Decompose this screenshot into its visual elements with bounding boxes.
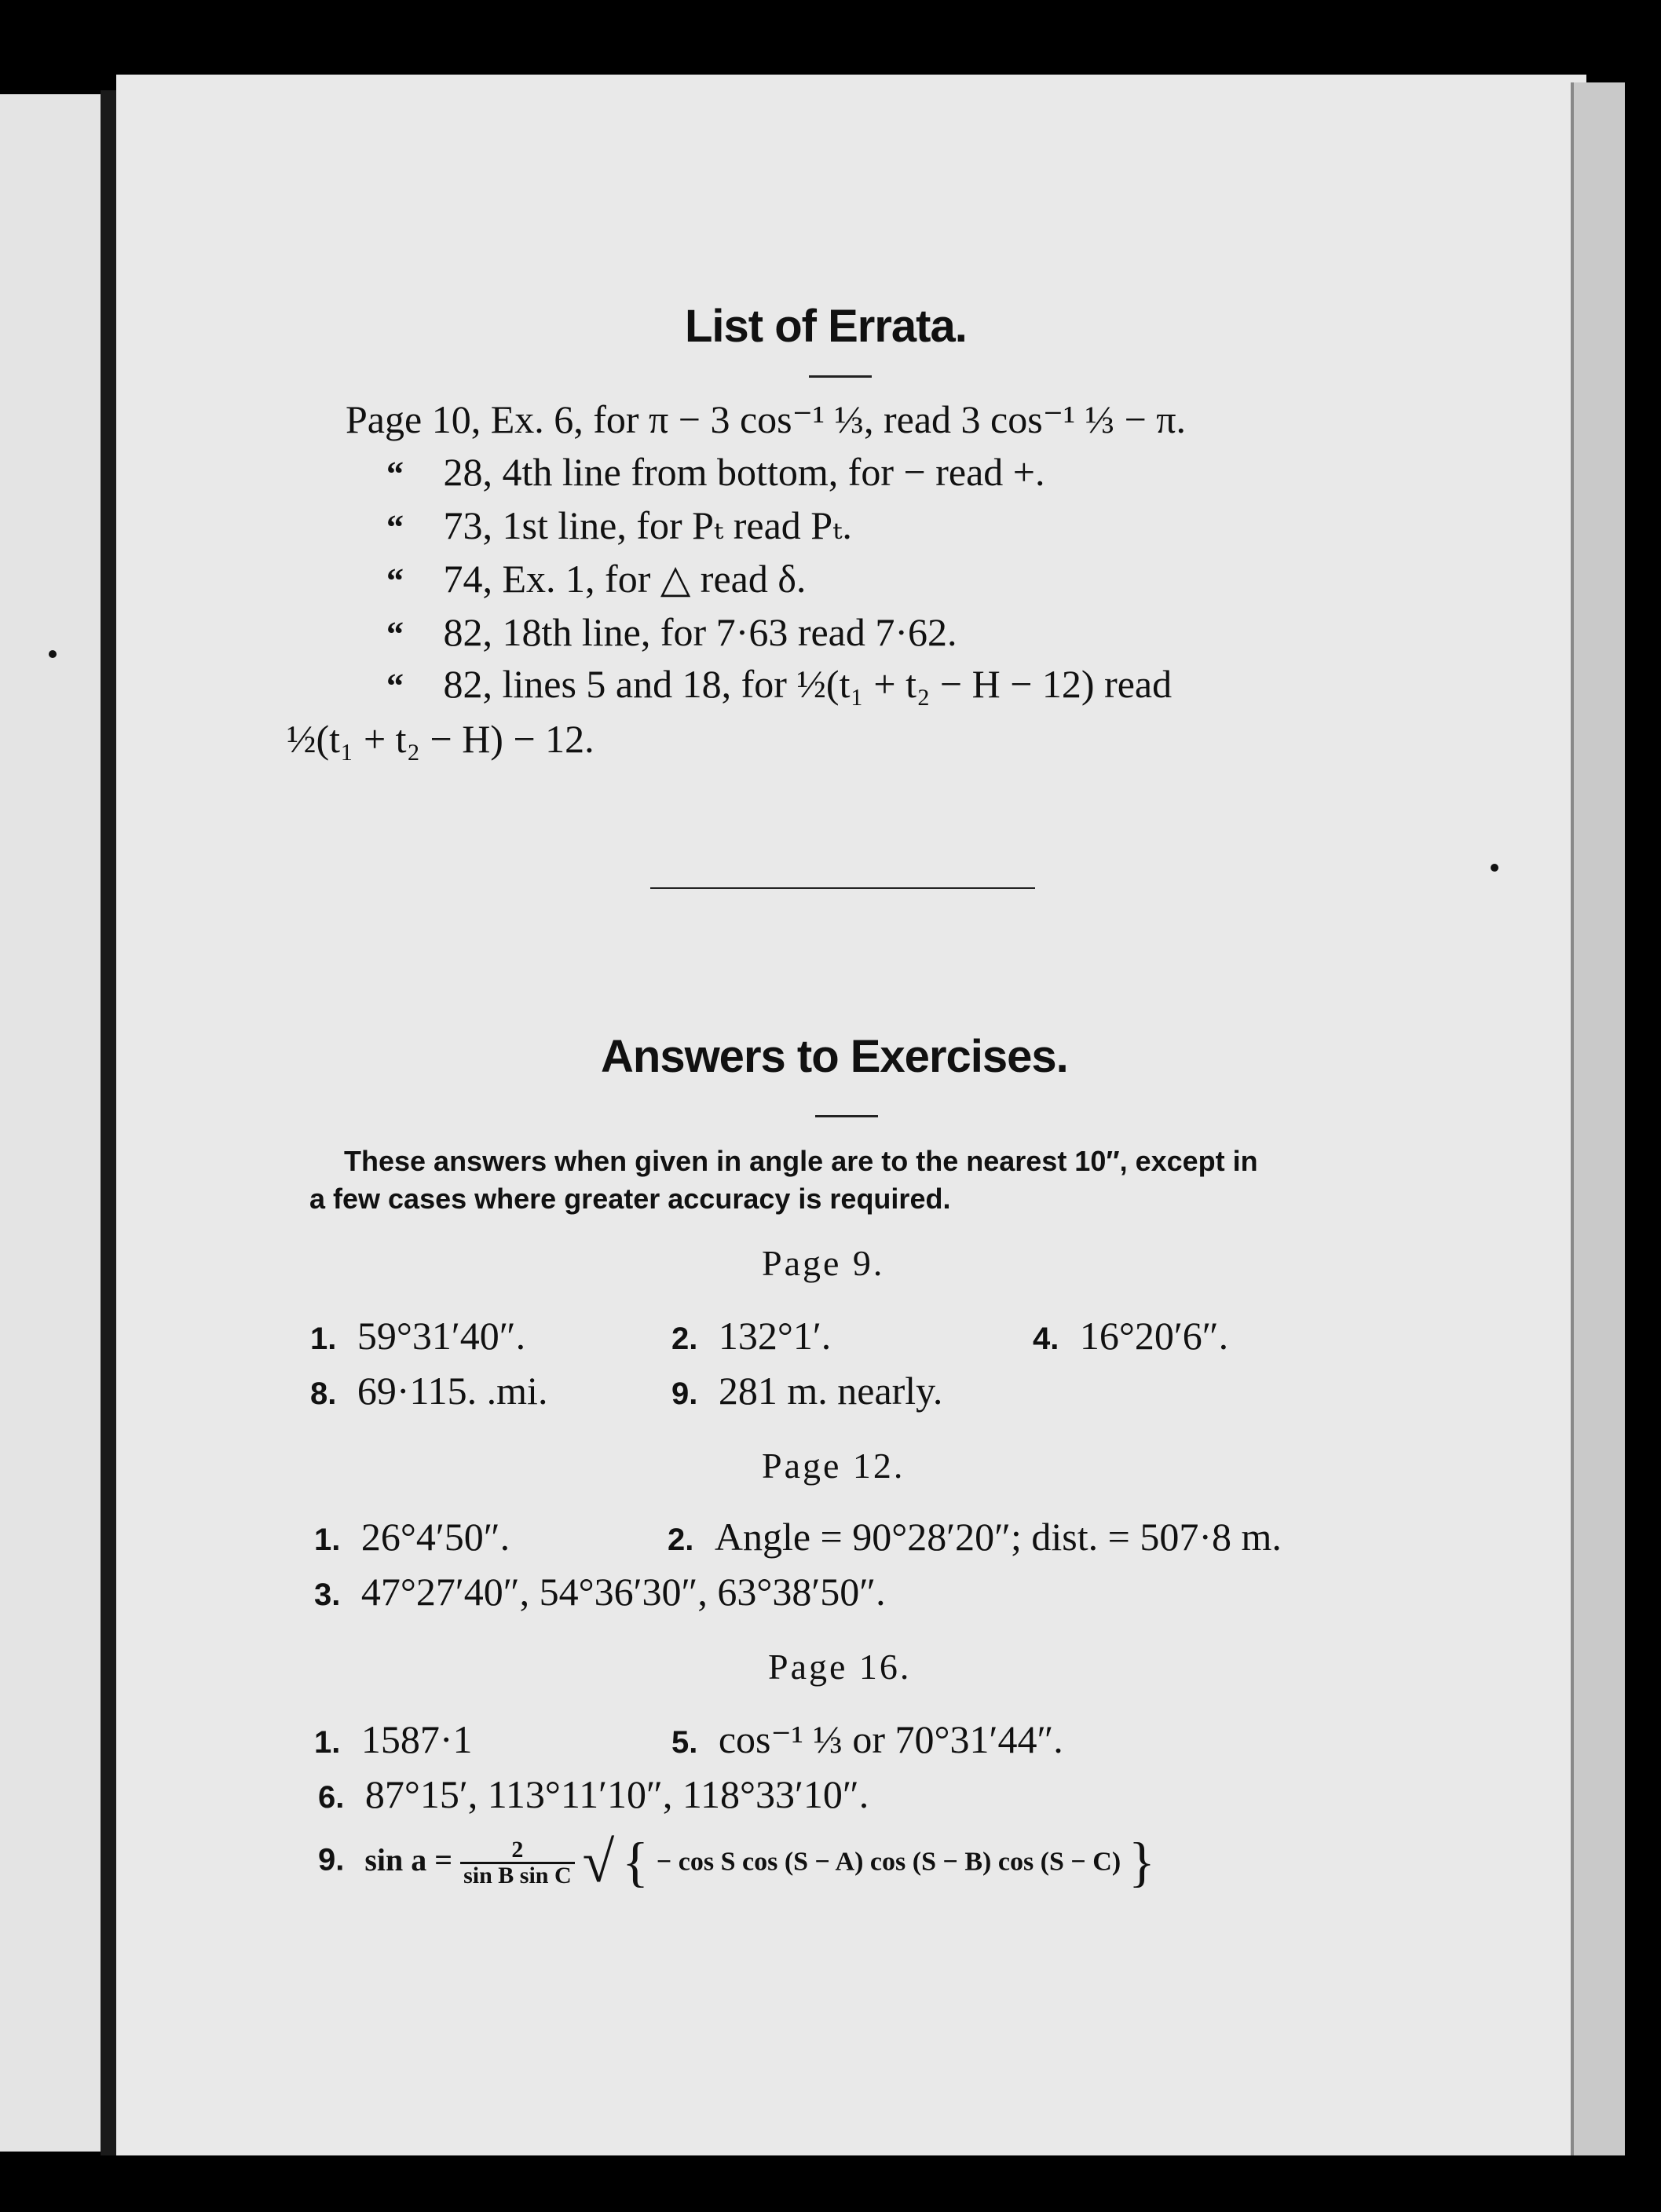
close-brace: } [1129,1832,1155,1893]
answers-title: Answers to Exercises. [601,1031,1068,1082]
ditto-mark: “ [386,508,404,547]
section-heading: Page 9. [762,1243,885,1283]
formula-lhs: sin a = [364,1841,453,1877]
errata-prefix: Page [346,397,423,441]
section-heading: Page 12. [762,1446,906,1486]
answer-number: 5. [671,1725,698,1760]
answers-note: a few cases where greater accuracy is required. [309,1183,951,1215]
answer-number: 6. [318,1780,345,1815]
answers-note: These answers when given in angle are to the nearest 10″, except in [344,1145,1258,1177]
answer-value: 69·115. .mi. [357,1369,548,1413]
radical-sign: √ [582,1830,615,1895]
formula-body: − cos S cos (S − A) cos (S − B) cos (S − C) [656,1847,1121,1877]
answer-item [318,1771,869,1817]
fraction-numerator: 2 [460,1838,575,1864]
right-page-edge [1571,82,1625,2155]
speck [49,650,57,658]
open-brace: { [622,1832,649,1893]
formula-answer-9 [318,1830,1155,1896]
errata-text: 10, Ex. 6, for π − 3 cos⁻¹ ⅓, read 3 cos⁻¹ ⅓ − π. [431,397,1187,441]
errata-line [386,449,1045,495]
formula-fraction [460,1838,575,1888]
answer-number: 2. [671,1322,698,1356]
title-rule [809,375,872,378]
answer-item [671,1368,942,1413]
section-heading: Page 16. [768,1647,912,1687]
section-divider [650,887,1035,889]
answer-item [671,1717,1063,1762]
answer-value: cos⁻¹ ⅓ or 70°31′44″. [718,1717,1063,1761]
errata-line [386,556,806,601]
answer-value: Angle = 90°28′20″; dist. = 507·8 m. [714,1515,1282,1559]
errata-line [346,397,1186,442]
answer-value: 132°1′. [718,1314,832,1358]
errata-line [386,609,957,655]
errata-continuation: ½(t₁ + t₂ − H) − 12. [287,717,595,761]
answer-item [1033,1313,1228,1358]
answer-item [310,1368,547,1413]
speck [1491,864,1498,872]
answer-item [314,1717,473,1762]
answer-value: 87°15′, 113°11′10″, 118°33′10″. [364,1772,869,1816]
answer-value: 1587·1 [360,1717,473,1761]
answer-item [314,1514,510,1559]
answer-value: 59°31′40″. [357,1314,526,1358]
errata-line [386,503,852,548]
left-page-edge [0,94,108,2152]
answer-value: 47°27′40″, 54°36′30″, 63°38′50″. [360,1570,886,1614]
title-rule [815,1115,878,1117]
answer-number: 9. [318,1842,345,1877]
answer-number: 4. [1033,1322,1059,1356]
answer-item [314,1569,886,1614]
fraction-denominator: sin B sin C [463,1863,572,1888]
answer-number: 1. [310,1322,337,1356]
errata-text: 28, 4th line from bottom, for − read +. [443,450,1045,494]
answer-value: 281 m. nearly. [718,1369,943,1413]
answer-number: 2. [668,1523,694,1557]
answer-item [310,1313,525,1358]
answer-number: 1. [314,1523,341,1557]
errata-line [386,661,1172,707]
ditto-mark: “ [386,561,404,600]
answer-number: 8. [310,1377,337,1411]
errata-text: 74, Ex. 1, for △ read δ. [443,557,807,601]
answer-number: 1. [314,1725,341,1760]
answer-number: 9. [671,1377,698,1411]
answer-value: 16°20′6″. [1079,1314,1229,1358]
answer-number: 3. [314,1578,341,1612]
errata-text: 82, 18th line, for 7·63 read 7·62. [443,610,957,654]
ditto-mark: “ [386,455,404,493]
book-gutter [101,90,118,2155]
ditto-mark: “ [386,667,404,705]
answer-item [668,1514,1282,1559]
errata-text: 73, 1st line, for Pₜ read Pₜ. [443,503,852,547]
errata-text: 82, lines 5 and 18, for ½(t₁ + t₂ − H − 12) read [443,662,1173,706]
answer-value: 26°4′50″. [360,1515,510,1559]
errata-title: List of Errata. [685,301,967,352]
ditto-mark: “ [386,615,404,653]
answer-item [671,1313,831,1358]
